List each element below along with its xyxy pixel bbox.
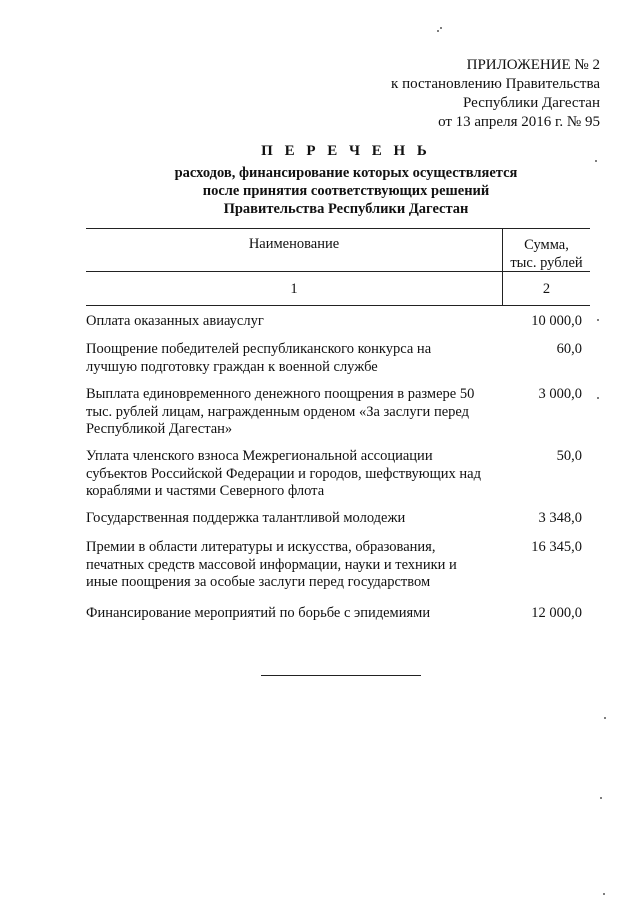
document-title: [0, 142, 640, 218]
row-amount: 3 000,0: [538, 386, 582, 402]
row-name: Поощрение победителей республиканского конкурса на лучшую подготовку граждан к военной службе: [86, 341, 432, 375]
row-name: Финансирование мероприятий по борьбе с эпидемиями: [86, 605, 431, 621]
column-number-1: 1: [290, 281, 298, 297]
table-row: [86, 510, 590, 539]
row-name: Государственная поддержка талантливой молодежи: [86, 510, 406, 526]
table-row: [86, 386, 590, 448]
appendix-region: Республики Дагестан: [463, 95, 600, 111]
title-line-2: после принятия соответствующих решений: [202, 183, 490, 199]
appendix-block: [340, 56, 600, 132]
appendix-reference: к постановлению Правительства: [391, 76, 600, 92]
speck: [604, 717, 606, 719]
header-name: Наименование: [248, 236, 340, 252]
end-rule: [261, 675, 421, 676]
row-amount: 3 348,0: [538, 510, 582, 526]
speck: [597, 397, 599, 399]
table-row: [86, 539, 590, 605]
expenses-table-header: [86, 228, 590, 306]
row-amount: 12 000,0: [531, 605, 582, 621]
row-name: Уплата членского взноса Межрегиональной ассоциации субъектов Российской Федерации и городов, шефствующих над кораблями и частями Северного флота: [86, 448, 481, 499]
speck: [603, 893, 605, 895]
speck: [597, 319, 599, 321]
table-row: [86, 605, 590, 625]
header-sum-line-2: тыс. рублей: [510, 255, 583, 271]
title-line-3: Правительства Республики Дагестан: [223, 201, 469, 217]
row-amount: 50,0: [556, 448, 582, 464]
row-amount: 60,0: [556, 341, 582, 357]
expenses-table-body: [86, 313, 590, 625]
title-main: П Е Р Е Ч Е Н Ь: [261, 143, 431, 159]
column-number-2: 2: [542, 281, 551, 297]
speck: [437, 30, 439, 32]
row-name: Премии в области литературы и искусства, образования, печатных средств массовой информации, науки и техники и иные поощрения за особые заслуги перед государством: [86, 539, 457, 590]
table-head: [86, 228, 590, 306]
table-row: [86, 448, 590, 510]
appendix-date: от 13 апреля 2016 г. № 95: [438, 114, 600, 130]
appendix-title: ПРИЛОЖЕНИЕ № 2: [466, 57, 600, 73]
table-row: [86, 341, 590, 386]
title-line-1: расходов, финансирование которых осуществляется: [174, 165, 518, 181]
speck: [600, 797, 602, 799]
row-name: Выплата единовременного денежного поощрения в размере 50 тыс. рублей лицам, награжденным орденом «За заслуги перед Республикой Дагестан»: [86, 386, 475, 437]
row-amount: 10 000,0: [531, 313, 582, 329]
header-sum: [503, 236, 590, 272]
header-sum-line-1: Сумма,: [524, 237, 569, 253]
speck: [440, 27, 442, 29]
row-amount: 16 345,0: [531, 539, 582, 555]
table-row: [86, 313, 590, 341]
row-name: Оплата оказанных авиауслуг: [86, 313, 264, 329]
speck: [595, 160, 597, 162]
